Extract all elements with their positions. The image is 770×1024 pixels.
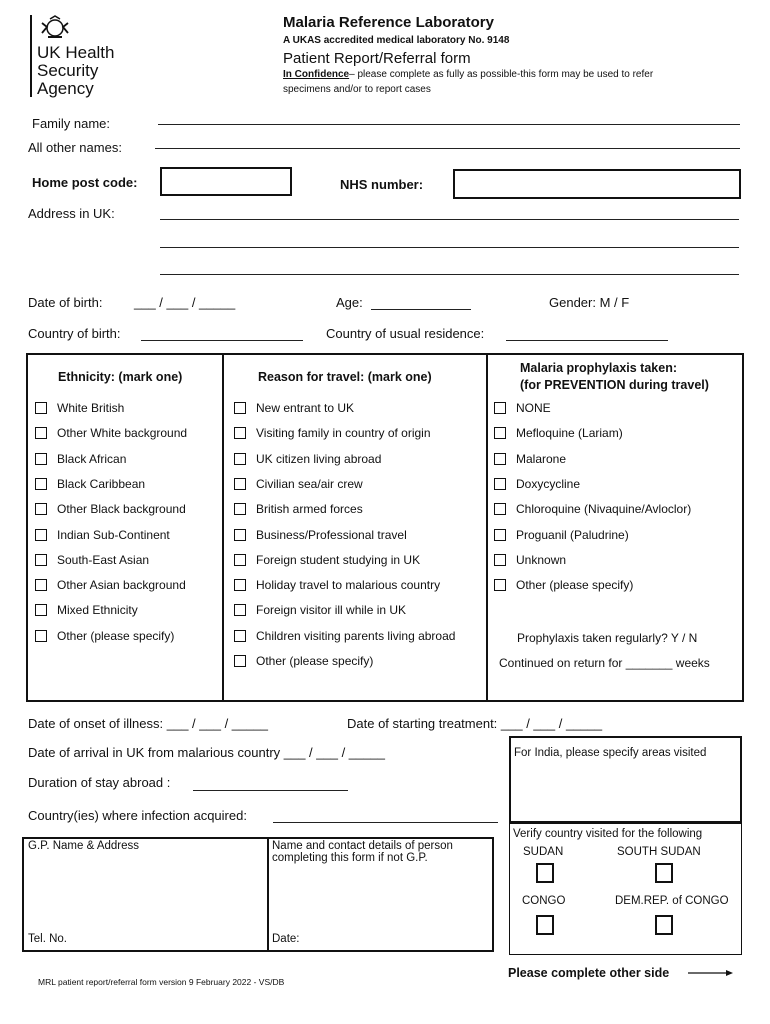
date-label[interactable]: Date: [272, 933, 300, 945]
checkbox-icon[interactable] [494, 478, 506, 490]
country-birth-label: Country of birth: [28, 326, 121, 341]
travel-option[interactable] [234, 477, 363, 491]
prophylaxis-option[interactable] [494, 401, 551, 415]
travel-option[interactable] [234, 629, 455, 643]
countries-field[interactable] [273, 822, 498, 823]
travel-option-label: Children visiting parents living abroad [256, 628, 456, 643]
verify-box [509, 823, 742, 955]
gp-tel-label[interactable]: Tel. No. [28, 933, 67, 945]
ethnicity-option[interactable] [35, 502, 186, 516]
checkbox-icon[interactable] [234, 402, 246, 414]
checkbox-icon[interactable] [35, 630, 47, 642]
checkbox-icon[interactable] [494, 503, 506, 515]
duration-field[interactable] [193, 790, 348, 791]
prophylaxis-option-label: Proguanil (Paludrine) [516, 527, 629, 542]
travel-option-label: UK citizen living abroad [256, 451, 382, 466]
travel-title: Reason for travel: (mark one) [258, 370, 432, 384]
south-sudan-checkbox[interactable] [655, 863, 673, 883]
address-line-1[interactable] [160, 219, 739, 220]
travel-option[interactable] [234, 452, 381, 466]
logo-line3: Agency [37, 79, 94, 98]
prophylaxis-option[interactable] [494, 477, 580, 491]
checkbox-icon[interactable] [234, 529, 246, 541]
checkbox-icon[interactable] [234, 655, 246, 667]
prophylaxis-option-label: Doxycycline [516, 476, 581, 491]
lab-title: Malaria Reference Laboratory [283, 14, 494, 31]
version-footer: MRL patient report/referral form version 9 February 2022 - VS/DB [38, 977, 285, 987]
checkbox-icon[interactable] [35, 604, 47, 616]
prophylaxis-option[interactable] [494, 502, 691, 516]
ethnicity-option[interactable] [35, 603, 138, 617]
post-code-label: Home post code: [32, 175, 138, 190]
travel-option[interactable] [234, 401, 354, 415]
crest-icon [38, 15, 72, 41]
travel-option-label: Other (please specify) [256, 654, 374, 668]
address-line-3[interactable] [160, 274, 739, 275]
checkbox-icon[interactable] [35, 529, 47, 541]
travel-option-label: New entrant to UK [256, 401, 355, 415]
logo-line1: UK Health [37, 43, 115, 62]
prophylaxis-option[interactable] [494, 578, 633, 592]
prophylaxis-option-label: NONE [516, 401, 551, 415]
gender-label[interactable]: Gender: M / F [549, 295, 630, 310]
checkbox-icon[interactable] [234, 453, 246, 465]
country-birth-field[interactable] [141, 340, 303, 341]
ethnicity-option-label: Black African [57, 451, 127, 466]
checkbox-icon[interactable] [234, 427, 246, 439]
travel-option[interactable] [234, 603, 406, 617]
travel-option[interactable] [234, 553, 420, 567]
post-code-field[interactable] [160, 167, 292, 196]
checkbox-icon[interactable] [494, 402, 506, 414]
checkbox-icon[interactable] [35, 453, 47, 465]
ethnicity-option-label: Other Black background [57, 502, 186, 517]
ethnicity-option[interactable] [35, 578, 186, 592]
verify-title: Verify country visited for the following [513, 828, 703, 840]
logo-bar [30, 15, 32, 97]
ethnicity-option[interactable] [35, 452, 126, 466]
travel-option-label: Foreign visitor ill while in UK [256, 603, 407, 618]
prophylaxis-option-label: Other (please specify) [516, 578, 634, 593]
contact-label-2: completing this form if not G.P. [272, 852, 428, 864]
confidence-text: – please complete as fully as possible-this form may be used to refer [349, 69, 654, 80]
onset-date[interactable]: Date of onset of illness: ___ / ___ / _____ [28, 716, 268, 731]
table-divider-1 [222, 353, 224, 702]
checkbox-icon[interactable] [35, 427, 47, 439]
travel-option-label: British armed forces [256, 502, 363, 517]
gp-name-address-label[interactable]: G.P. Name & Address [28, 840, 140, 852]
gp-divider [267, 837, 269, 952]
ethnicity-option[interactable] [35, 528, 170, 542]
travel-option-label: Visiting family in country of origin [256, 426, 431, 441]
dob-label: Date of birth: [28, 295, 103, 310]
ethnicity-option-label: White British [57, 401, 125, 415]
prophylaxis-option[interactable] [494, 452, 566, 466]
travel-option-label: Civilian sea/air crew [256, 476, 363, 491]
confidence-text-2: specimens and/or to report cases [283, 84, 431, 95]
age-label: Age: [336, 295, 363, 310]
prophylaxis-continued[interactable]: Continued on return for _______ weeks [499, 656, 710, 670]
treatment-date[interactable]: Date of starting treatment: ___ / ___ / _____ [347, 716, 603, 731]
age-field[interactable] [371, 309, 471, 310]
ethnicity-option-label: Mixed Ethnicity [57, 603, 138, 618]
checkbox-icon[interactable] [494, 529, 506, 541]
ethnicity-option-label: Other (please specify) [57, 628, 175, 643]
checkbox-icon[interactable] [234, 630, 246, 642]
congo-checkbox[interactable] [536, 915, 554, 935]
arrival-date[interactable]: Date of arrival in UK from malarious country ___ / ___ / _____ [28, 745, 385, 760]
nhs-number-label: NHS number: [340, 177, 424, 192]
contact-label-1: Name and contact details of person [272, 840, 453, 852]
country-residence-label: Country of usual residence: [326, 326, 485, 341]
address-label: Address in UK: [28, 206, 115, 221]
checkbox-icon[interactable] [234, 554, 246, 566]
ukas-line: A UKAS accredited medical laboratory No. 9148 [283, 35, 510, 46]
duration-label: Duration of stay abroad : [28, 775, 171, 790]
country-dem-rep-congo: DEM.REP. of CONGO [615, 895, 729, 907]
ethnicity-title: Ethnicity: (mark one) [58, 370, 183, 384]
prophylaxis-option[interactable] [494, 528, 629, 542]
dob-field[interactable]: ___ / ___ / _____ [134, 295, 236, 310]
checkbox-icon[interactable] [494, 453, 506, 465]
sudan-checkbox[interactable] [536, 863, 554, 883]
ethnicity-option-label: South-East Asian [57, 552, 150, 567]
ethnicity-option-label: Black Caribbean [57, 476, 146, 491]
prophylaxis-regular[interactable]: Prophylaxis taken regularly? Y / N [517, 631, 698, 645]
address-line-2[interactable] [160, 247, 739, 248]
country-residence-field[interactable] [506, 340, 668, 341]
travel-option-label: Holiday travel to malarious country [256, 578, 441, 593]
travel-option[interactable] [234, 426, 431, 440]
other-names-field[interactable] [155, 148, 740, 149]
country-sudan: SUDAN [523, 846, 564, 858]
travel-option[interactable] [234, 654, 373, 668]
ethnicity-option[interactable] [35, 477, 145, 491]
confidence-label: In Confidence [283, 69, 350, 80]
arrow-right-icon [688, 968, 734, 978]
other-names-label: All other names: [28, 140, 122, 155]
travel-option-label: Foreign student studying in UK [256, 552, 421, 567]
travel-option-label: Business/Professional travel [256, 527, 407, 542]
nhs-number-field[interactable] [453, 169, 741, 199]
ethnicity-option[interactable] [35, 426, 187, 440]
checkbox-icon[interactable] [35, 579, 47, 591]
travel-option[interactable] [234, 528, 407, 542]
ethnicity-option-label: Indian Sub-Continent [57, 527, 170, 542]
prophylaxis-title-1: Malaria prophylaxis taken: [520, 361, 678, 375]
checkbox-icon[interactable] [234, 579, 246, 591]
checkbox-icon[interactable] [234, 503, 246, 515]
family-name-field[interactable] [158, 124, 740, 125]
country-south-sudan: SOUTH SUDAN [617, 846, 701, 858]
prophylaxis-title-2: (for PREVENTION during travel) [520, 378, 709, 392]
ethnicity-option[interactable] [35, 629, 174, 643]
ethnicity-option-label: Other White background [57, 426, 188, 441]
country-congo: CONGO [522, 895, 566, 907]
checkbox-icon[interactable] [35, 554, 47, 566]
form-title: Patient Report/Referral form [283, 50, 471, 67]
countries-label: Country(ies) where infection acquired: [28, 808, 247, 823]
dem-rep-congo-checkbox[interactable] [655, 915, 673, 935]
checkbox-icon[interactable] [234, 604, 246, 616]
prophylaxis-option-label: Malarone [516, 451, 567, 466]
confidence-note [283, 69, 653, 80]
checkbox-icon[interactable] [35, 478, 47, 490]
ethnicity-option-label: Other Asian background [57, 578, 186, 593]
travel-option[interactable] [234, 502, 363, 516]
checkbox-icon[interactable] [35, 503, 47, 515]
ethnicity-option[interactable] [35, 401, 124, 415]
prophylaxis-option-label: Chloroquine (Nivaquine/Avloclor) [516, 502, 692, 517]
checkbox-icon[interactable] [494, 554, 506, 566]
ethnicity-option[interactable] [35, 553, 149, 567]
prophylaxis-option[interactable] [494, 426, 623, 440]
checkbox-icon[interactable] [35, 402, 47, 414]
checkbox-icon[interactable] [234, 478, 246, 490]
prophylaxis-option-label: Mefloquine (Lariam) [516, 426, 623, 441]
prophylaxis-option-label: Unknown [516, 552, 567, 567]
family-name-label: Family name: [32, 116, 111, 131]
india-text: For India, please specify areas visited [514, 747, 707, 759]
other-side-note: Please complete other side [508, 966, 670, 980]
travel-option[interactable] [234, 578, 440, 592]
prophylaxis-option[interactable] [494, 553, 566, 567]
logo-line2: Security [37, 61, 99, 80]
checkbox-icon[interactable] [494, 579, 506, 591]
table-divider-2 [486, 353, 488, 702]
checkbox-icon[interactable] [494, 427, 506, 439]
